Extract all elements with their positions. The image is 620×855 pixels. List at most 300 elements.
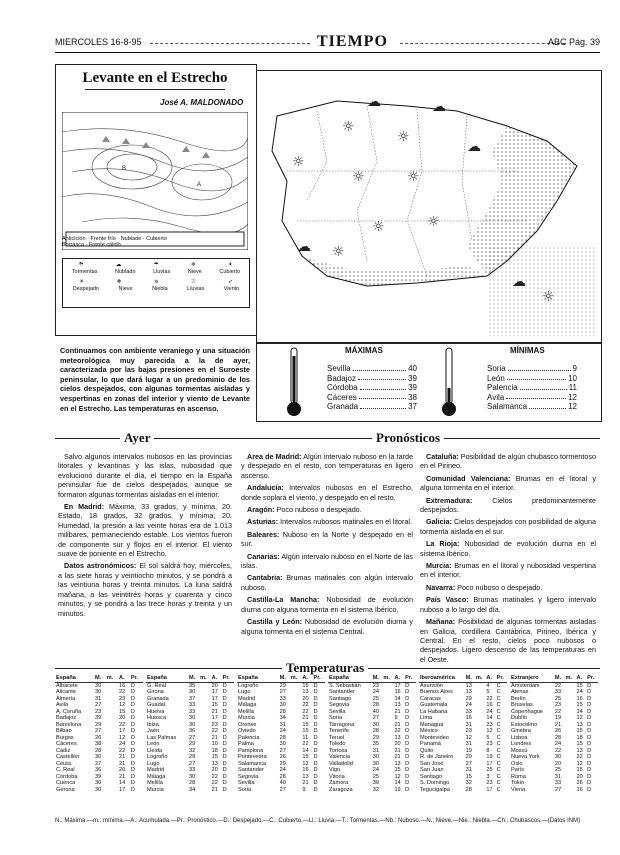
fog-icon: ≋ — [153, 279, 159, 285]
table-cell: 33 — [554, 780, 562, 786]
table-cell: 32 — [372, 786, 379, 793]
feature-title: Levante en el Estrecho — [82, 70, 228, 86]
leader-dots — [353, 364, 407, 371]
table-row — [146, 787, 234, 794]
table-cell: 26 — [279, 754, 286, 760]
table-cell: Toledo — [329, 741, 346, 747]
table-cell: D — [222, 682, 227, 689]
table-cell: Sevilla — [329, 708, 346, 715]
forecast-region: País Vasco: — [426, 595, 469, 605]
table-cell: D — [130, 760, 135, 767]
table-cell: 5 — [486, 689, 490, 695]
sun-icon: ☼ — [332, 244, 345, 260]
table-cell: Murcia — [238, 715, 255, 721]
table-cell: 21 — [394, 708, 401, 715]
table-cell: C — [496, 708, 501, 715]
table-cell: Lisboa — [511, 734, 528, 741]
table-cell: Logroño — [147, 754, 168, 760]
table-cell: 14 — [394, 695, 401, 702]
table-cell: 22 — [302, 702, 309, 708]
table-cell: D — [405, 767, 410, 773]
ayer-paragraph: En Madrid: Máxima, 33 grados, y mínima, 20. Estado, 18 grados, 32 grados, y mínima, 20. Humedad, la presión a las veinte horas era de 1.013 milibares, permaneciendo estable. Los vientos fueron de componente sur y flojos en el interior. El viento suave de poniente en el Estrecho. — [58, 502, 232, 559]
table-cell: D — [405, 715, 410, 721]
table-cell: 28 — [95, 747, 102, 754]
icon-legend-label: Nieve — [118, 286, 133, 292]
table-cell: Estocolmo — [511, 721, 538, 728]
table-cell: C — [496, 715, 501, 721]
forecast-text: Poco nuboso o despejado. — [274, 505, 362, 515]
forecast-region: Aragón: — [247, 505, 275, 515]
table-cell: 23 — [372, 682, 379, 689]
table-cell: Santander — [329, 689, 355, 695]
city-name: León — [487, 373, 505, 383]
feature-author: José A. MALDONADO — [160, 98, 244, 107]
table-cell: 20 — [211, 682, 218, 689]
table-cell: Quito — [420, 747, 434, 754]
table-cell: 29 — [465, 695, 472, 702]
leader-dots — [360, 402, 406, 409]
max-title: MÁXIMAS — [345, 346, 383, 355]
spain-weather-map — [256, 70, 602, 344]
table-cell: 32 — [189, 747, 196, 754]
table-cell: D — [130, 780, 135, 786]
table-cell: D — [587, 741, 592, 747]
legend-item: Borrasca — [62, 242, 85, 248]
forecast-paragraph — [420, 474, 596, 493]
table-cell: D — [405, 754, 410, 760]
table-cell: Castellón — [56, 754, 80, 760]
table-cell: 24 — [279, 728, 286, 734]
forecast-text: Brumas en el litoral y alguna tormenta en el interior. — [420, 473, 597, 493]
table-cell: Buenos Aires — [420, 689, 453, 695]
table-header: M. — [94, 675, 106, 682]
table-cell: 33 — [189, 767, 196, 773]
table-cell: D — [222, 786, 227, 793]
table-cell: 21 — [302, 780, 309, 786]
table-cell: D — [313, 780, 318, 786]
table-cell: 33 — [189, 708, 196, 715]
leader-dots — [507, 374, 566, 381]
table-cell: 15 — [576, 741, 583, 747]
table-cell: 24 — [119, 741, 126, 747]
temperature-value: 39 — [408, 383, 417, 393]
table-cell: D — [222, 741, 227, 747]
legend-item: Anticiclón — [62, 236, 86, 242]
table-cell: D — [130, 702, 135, 708]
table-cell: D — [130, 682, 135, 689]
table-cell: Bilbao — [56, 728, 72, 734]
table-cell: C — [496, 786, 501, 793]
sun-icon: ☼ — [372, 219, 385, 235]
table-cell: Córdoba — [56, 773, 78, 780]
chart-label: B — [122, 166, 127, 172]
table-cell: D — [313, 747, 318, 754]
table-cell: D — [587, 786, 592, 793]
leader-dots — [529, 402, 566, 409]
table-cell: D — [130, 728, 135, 734]
table-cell: 25 — [554, 767, 562, 773]
table-cell: 24 — [279, 767, 286, 773]
table-row — [419, 682, 507, 689]
table-cell: 27 — [95, 728, 102, 734]
table-header: m. — [382, 675, 393, 682]
temperature-table — [146, 675, 234, 793]
table-cell: 15 — [302, 682, 309, 689]
table-cell: Montevideo — [420, 734, 449, 741]
table-cell: 16 — [465, 715, 472, 721]
table-cell: D — [313, 715, 318, 721]
table-cell: 31 — [465, 741, 472, 747]
table-cell: D — [405, 786, 410, 793]
pronosticos-column-1 — [241, 452, 413, 639]
table-cell: 15 — [576, 767, 583, 773]
table-cell: 21 — [394, 747, 401, 754]
table-cell: Zaragoza — [329, 786, 353, 793]
table-cell: Moscú — [511, 747, 528, 754]
table-cell: D — [130, 715, 135, 721]
table-cell: 23 — [211, 721, 218, 728]
table-cell: 9 — [394, 715, 398, 721]
table-cell: 33 — [189, 702, 196, 708]
icon-legend — [62, 258, 250, 308]
sun-icon: ☼ — [342, 119, 355, 135]
table-cell: Tortosa — [329, 747, 348, 754]
table-cell: 22 — [554, 747, 562, 754]
table-cell: 30 — [554, 754, 562, 760]
icon-legend-label: Niebla — [152, 286, 168, 292]
cloud-icon: ☁ — [115, 262, 122, 268]
table-cell: 14 — [394, 780, 401, 786]
table-cell: 20 — [554, 760, 562, 767]
table-cell: Pamplona — [238, 747, 264, 754]
synoptic-chart — [62, 112, 248, 250]
table-cell: 25 — [486, 767, 493, 773]
forecast-region: Galicia: — [426, 517, 452, 527]
table-cell: 11 — [302, 734, 309, 741]
forecast-text: Poco nuboso o despejado. — [455, 582, 543, 592]
table-cell: 27 — [95, 760, 102, 767]
table-cell: Albacete — [56, 682, 78, 689]
table-cell: Granada — [147, 695, 169, 702]
table-cell: 21 — [302, 715, 309, 721]
table-cell: Pontevedra — [238, 754, 267, 760]
table-cell: 31 — [95, 695, 102, 702]
table-cell: 23 — [95, 708, 102, 715]
table-cell: Copenhague — [511, 708, 544, 715]
table-cell: 34 — [279, 715, 286, 721]
rain-icon: ⛆ — [191, 279, 196, 285]
table-row — [328, 682, 416, 689]
table-header: España — [328, 675, 372, 682]
header-date: MIERCOLES 16-8-95 — [55, 37, 142, 47]
table-header: Extranjero — [510, 675, 554, 682]
forecast-text: Posibilidad de algunas tormentas aisladas en Galicia, cordillera Cantábrica, Pirineo, Ibérica y Central. En el resto, cielos poco nubosos o despejados. Ligero descenso de las temperaturas en el Oeste. — [420, 617, 596, 664]
title-rule — [85, 89, 225, 90]
table-cell: C — [496, 773, 501, 780]
page-number: ABC Pág. 39 — [547, 37, 600, 47]
table-cell: 20 — [119, 767, 126, 773]
table-header: Pr. — [496, 675, 507, 682]
table-cell: Ibiza — [147, 721, 159, 728]
table-row — [237, 682, 325, 689]
table-cell: S. Sebastián — [329, 682, 361, 689]
table-cell: Ceuta — [56, 760, 71, 767]
table-cell: Murcia — [147, 786, 164, 793]
table-cell: 29 — [372, 734, 379, 741]
table-cell: Tokio — [511, 780, 525, 786]
table-cell: 30 — [95, 786, 102, 793]
cloud-icon: ☁ — [297, 239, 311, 255]
table-cell: D — [405, 721, 410, 728]
table-cell: Asunción — [420, 682, 444, 689]
table-cell: 30 — [95, 754, 102, 760]
table-cell: 12 — [394, 773, 401, 780]
forecast-region: Baleares: — [247, 529, 280, 539]
city-name: Granada — [327, 402, 359, 412]
min-list — [487, 364, 577, 412]
table-cell: 27 — [279, 689, 286, 695]
table-cell: 25 — [554, 695, 562, 702]
table-cell: 22 — [211, 728, 218, 734]
table-cell: 30 — [372, 754, 379, 760]
table-cell: Roma — [511, 773, 526, 780]
table-cell: La Habana — [420, 708, 448, 715]
table-cell: D — [222, 747, 227, 754]
table-cell: Lugo — [147, 760, 160, 767]
thermometer-max-icon — [285, 346, 303, 418]
cloud-icon: ☁ — [467, 139, 481, 155]
icon-legend-label: Nieve — [187, 269, 202, 275]
table-cell: 15 — [302, 754, 309, 760]
table-cell: C — [496, 741, 501, 747]
table-cell: Cáceres — [56, 741, 77, 747]
table-cell: D — [587, 715, 592, 721]
table-cell: 13 — [576, 721, 583, 728]
forecast-text: Posibilidad de algún chubasco tormentoso en el Pirineo. — [420, 452, 596, 471]
table-cell: 33 — [465, 708, 472, 715]
table-cell: Melilla — [147, 780, 163, 786]
table-cell: 9 — [302, 786, 306, 793]
table-cell: Nueva York — [511, 754, 540, 760]
table-cell: Palma — [238, 741, 254, 747]
temperature-tables — [55, 675, 600, 793]
temperature-value: 12 — [568, 392, 577, 402]
forecast-paragraph — [241, 530, 413, 549]
table-cell: D — [313, 767, 318, 773]
table-cell: Atenas — [511, 689, 529, 695]
table-header: m. — [106, 675, 118, 682]
table-cell: 19 — [554, 715, 562, 721]
temperature-table — [237, 675, 325, 793]
sun-icon: ☼ — [427, 214, 440, 230]
temperature-row — [327, 393, 417, 403]
table-cell: París — [511, 767, 525, 773]
forecast-text: Brumas matinales con algún intervalo nuboso. — [241, 573, 413, 592]
icon-legend-label: Cubierto — [219, 269, 241, 275]
table-cell: Almería — [56, 695, 76, 702]
city-name: Salamanca — [487, 402, 528, 412]
header-rule — [400, 43, 565, 44]
table-cell: 27 — [95, 702, 102, 708]
table-header: M. — [188, 675, 199, 682]
table-cell: D — [130, 754, 135, 760]
table-header: España — [55, 675, 94, 682]
table-cell: 29 — [189, 741, 196, 747]
table-cell: 30 — [372, 721, 379, 728]
table-cell: Las Palmas — [147, 734, 177, 741]
table-cell: 15 — [576, 682, 583, 689]
table-cell: D — [587, 702, 592, 708]
table-cell: Gerona — [56, 786, 75, 793]
table-cell: D — [222, 715, 227, 721]
table-cell: 20 — [302, 695, 309, 702]
table-header: Pr. — [313, 675, 325, 682]
forecast-paragraph — [241, 573, 413, 592]
table-cell: D — [130, 721, 135, 728]
max-list — [327, 364, 417, 412]
table-cell: 35 — [189, 682, 196, 689]
table-cell: S. Domingo — [420, 780, 450, 786]
table-cell: 21 — [554, 721, 562, 728]
table-cell: 24 — [372, 767, 379, 773]
table-cell: C. Real — [56, 767, 75, 773]
table-header: Pr. — [586, 675, 598, 682]
table-cell: D — [405, 708, 410, 715]
table-cell: 30 — [95, 780, 102, 786]
table-cell: Huesca — [147, 715, 166, 721]
table-cell: 31 — [279, 721, 286, 728]
table-header: España — [237, 675, 279, 682]
table-cell: 28 — [372, 728, 379, 734]
table-cell: Málaga — [238, 702, 257, 708]
legend-item: Nublado — [120, 236, 142, 242]
table-cell: D — [130, 708, 135, 715]
table-cell: D — [587, 747, 592, 754]
forecast-paragraph — [241, 517, 413, 526]
legend-item: Frente frío — [90, 236, 116, 242]
table-cell: D — [587, 695, 592, 702]
temperature-row — [487, 393, 577, 403]
table-cell: 12 — [302, 760, 309, 767]
table-cell: D — [130, 747, 135, 754]
table-cell: 12 — [576, 760, 583, 767]
table-cell: 21 — [394, 721, 401, 728]
table-cell: D — [587, 721, 592, 728]
table-cell: Jaén — [147, 728, 160, 734]
forecast-paragraph — [420, 452, 596, 471]
table-cell: Palencia — [238, 734, 260, 741]
table-row — [55, 787, 143, 794]
table-cell: D — [405, 734, 410, 741]
snow-icon: ❄ — [190, 262, 196, 268]
forecast-text: Intervalos nubosos matinales en el litoral. — [278, 517, 412, 527]
sun-icon: ☼ — [542, 289, 555, 305]
table-cell: C — [496, 682, 501, 689]
table-row — [328, 787, 416, 794]
table-cell: Guadal. — [147, 702, 167, 708]
table-cell: 23 — [486, 741, 493, 747]
feature-lede: Continuamos con ambiente veraniego y una situación meteorológica muy parecida a la de ayer, caracterizada por las bajas presiones en el Suroeste peninsular, lo que dará lugar a un predominio de los cielos despejados, con algunas tormentas aisladas y vespertinas en zonas del interior y viento de Levante en el Estrecho. Las temperaturas en ascenso. — [60, 346, 250, 413]
table-cell: 12 — [576, 715, 583, 721]
table-cell: 12 — [465, 734, 472, 741]
table-cell: 22 — [119, 721, 126, 728]
table-cell: 13 — [394, 734, 401, 741]
table-cell: C — [496, 747, 501, 754]
table-cell: 14 — [302, 747, 309, 754]
temperature-row — [327, 383, 417, 393]
forecast-paragraph — [241, 595, 413, 614]
table-cell: 30 — [279, 702, 286, 708]
forecast-paragraph — [420, 539, 596, 558]
table-cell: C — [496, 760, 501, 767]
table-cell: 14 — [119, 780, 126, 786]
cloud-icon: ☁ — [432, 99, 446, 115]
table-cell: 10 — [211, 741, 218, 747]
ayer-paragraph: Datos astronómicos: El sol saldrá hoy, miércoles, a las siete horas y veintiocho minutos, y se pondrá a las veintiuna horas y treinta minutos. La luna saldrá mañana, a las veintitrés horas y cuarenta y cinco minutos, y se pondrá a las trece horas y treinta y un minutos. — [58, 561, 232, 618]
table-header: m. — [565, 675, 576, 682]
table-cell: 21 — [211, 734, 218, 741]
table-row — [146, 682, 234, 689]
table-cell: Huelva — [147, 708, 165, 715]
table-cell: D — [313, 689, 318, 695]
table-cell: 22 — [394, 728, 401, 734]
table-cell: D — [405, 741, 410, 747]
table-cell: D — [587, 708, 592, 715]
table-cell: D — [222, 767, 227, 773]
table-cell: Segovia — [238, 773, 259, 780]
table-cell: D — [405, 728, 410, 734]
icon-legend-label: Nublado — [115, 269, 136, 275]
leader-dots — [358, 374, 406, 381]
pronosticos-column-2 — [420, 452, 596, 667]
table-cell: 24 — [465, 702, 472, 708]
table-cell: D — [587, 767, 592, 773]
table-cell: Zamora — [329, 780, 349, 786]
forecast-region: Asturias: — [247, 517, 279, 527]
forecast-paragraph — [241, 505, 413, 514]
table-header: A. — [118, 675, 130, 682]
table-cell: D — [313, 741, 318, 747]
table-cell: Caracas — [420, 695, 441, 702]
table-cell: D — [405, 780, 410, 786]
table-cell: 18 — [211, 747, 218, 754]
table-cell: 15 — [211, 702, 218, 708]
table-cell: D — [130, 689, 135, 695]
table-cell: 32 — [465, 780, 472, 786]
table-cell: Lugo — [238, 689, 251, 695]
forecast-region: Murcia: — [426, 561, 452, 571]
temperaturas-heading: Temperaturas — [282, 660, 368, 676]
city-name: Avila — [487, 392, 505, 402]
table-header: A. — [211, 675, 222, 682]
table-cell: Barcelona — [56, 721, 82, 728]
ayer-heading: Ayer — [120, 430, 154, 446]
table-header: m. — [199, 675, 210, 682]
table-cell: 30 — [189, 689, 196, 695]
table-cell: 16 — [576, 695, 583, 702]
table-cell: 33 — [279, 695, 286, 702]
forecast-text: Nuboso en la Norte y despejado en el sur. — [241, 529, 413, 549]
table-cell: Orense — [238, 721, 257, 728]
svg-text:A: A — [197, 182, 202, 188]
city-name: Soria — [487, 364, 506, 373]
table-cell: D — [313, 754, 318, 760]
table-header: A. — [301, 675, 312, 682]
table-cell: C — [496, 695, 501, 702]
table-cell: 34 — [189, 786, 196, 793]
table-cell: 24 — [372, 689, 379, 695]
table-cell: 26 — [554, 728, 562, 734]
